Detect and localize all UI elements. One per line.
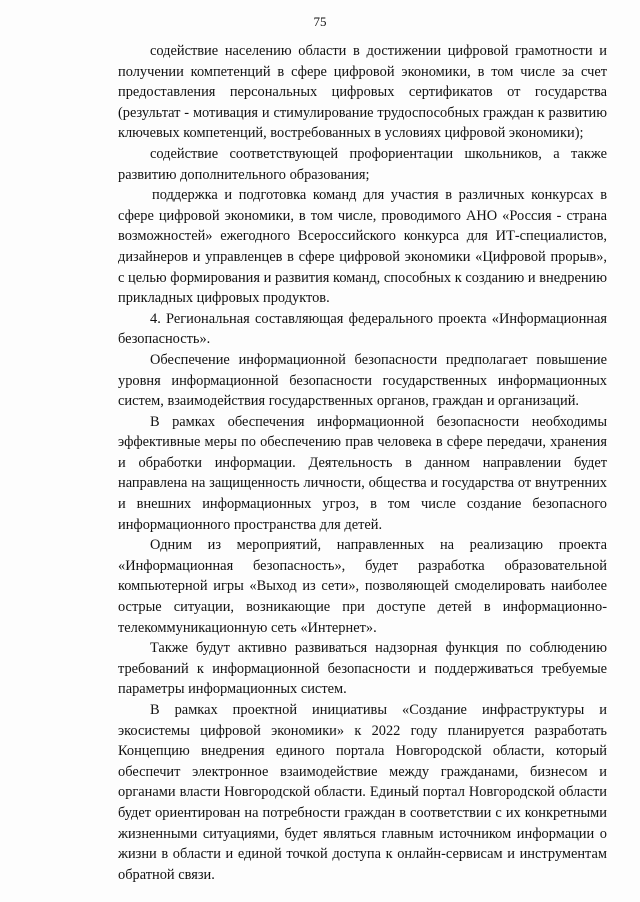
paragraph-career-guidance: содействие соответствующей профориентации школьников, а также развитию дополнительного образования; — [118, 145, 607, 183]
page-number: 75 — [313, 14, 327, 29]
paragraph-team-support: поддержка и подготовка команд для участия в различных конкурсах в сфере цифровой экономики, в том числе, проводимого АНО «Россия - страна возможностей» ежегодного Всероссийского конкурса для ИТ-специалистов, дизайнеров и управленцев в сфере цифровой экономики «Цифровой прорыв», с целью формирования и развития команд, способных к созданию и внедрению прикладных цифровых продуктов. — [118, 187, 607, 307]
paragraph-digital-literacy: содействие населению области в достижении цифровой грамотности и получении компетенций в сфере цифровой экономики, в том числе за счет предоставления персональных цифровых сертификатов от государства (результат - мотивация и стимулирование трудоспособных граждан к развитию ключевых компетенций, востребованных в условиях цифровой экономики); — [118, 43, 607, 142]
body-text — [118, 41, 607, 885]
paragraph-security-definition: Обеспечение информационной безопасности предполагает повышение уровня информационной безопасности государственных информационных систем, взаимодействия государственных органов, граждан и организаций. — [118, 351, 607, 410]
paragraph-section-heading: 4. Региональная составляющая федерального проекта «Информационная безопасность». — [118, 310, 607, 348]
paragraph-unified-portal: В рамках проектной инициативы «Создание инфраструктуры и экосистемы цифровой экономики» к 2022 году планируется разработать Концепцию внедрения единого портала Новгородской области, который обеспечит электронное взаимодействие между гражданами, бизнесом и органами власти Новгородской области. Единый портал Новгородской области будет ориентирован на потребности граждан в соответствии с их конкретными жизненными ситуациями, будет являться главным источником информации о жизни в области и единой точкой доступа к онлайн-сервисам и инструментам обратной связи. — [118, 702, 607, 883]
paragraph-supervision: Также будут активно развиваться надзорная функция по соблюдению требований к информационной безопасности и поддерживаться требуемые параметры информационных систем. — [118, 640, 607, 698]
paragraph-security-measures: В рамках обеспечения информационной безопасности необходимы эффективные меры по обеспечению прав человека в сфере передачи, хранения и обработки информации. Деятельность в данном направлении будет направлена на защищенность личности, общества и государства от внутренних и внешних информационных угроз, в том числе создание безопасного информационного пространства для детей. — [118, 413, 607, 533]
paragraph-educational-game: Одним из мероприятий, направленных на реализацию проекта «Информационная безопасность», будет разработка образовательной компьютерной игры «Выход из сети», позволяющей смоделировать наиболее острые ситуации, возникающие при доступе детей в информационно-телекоммуникационную сеть «Интернет». — [118, 537, 607, 636]
